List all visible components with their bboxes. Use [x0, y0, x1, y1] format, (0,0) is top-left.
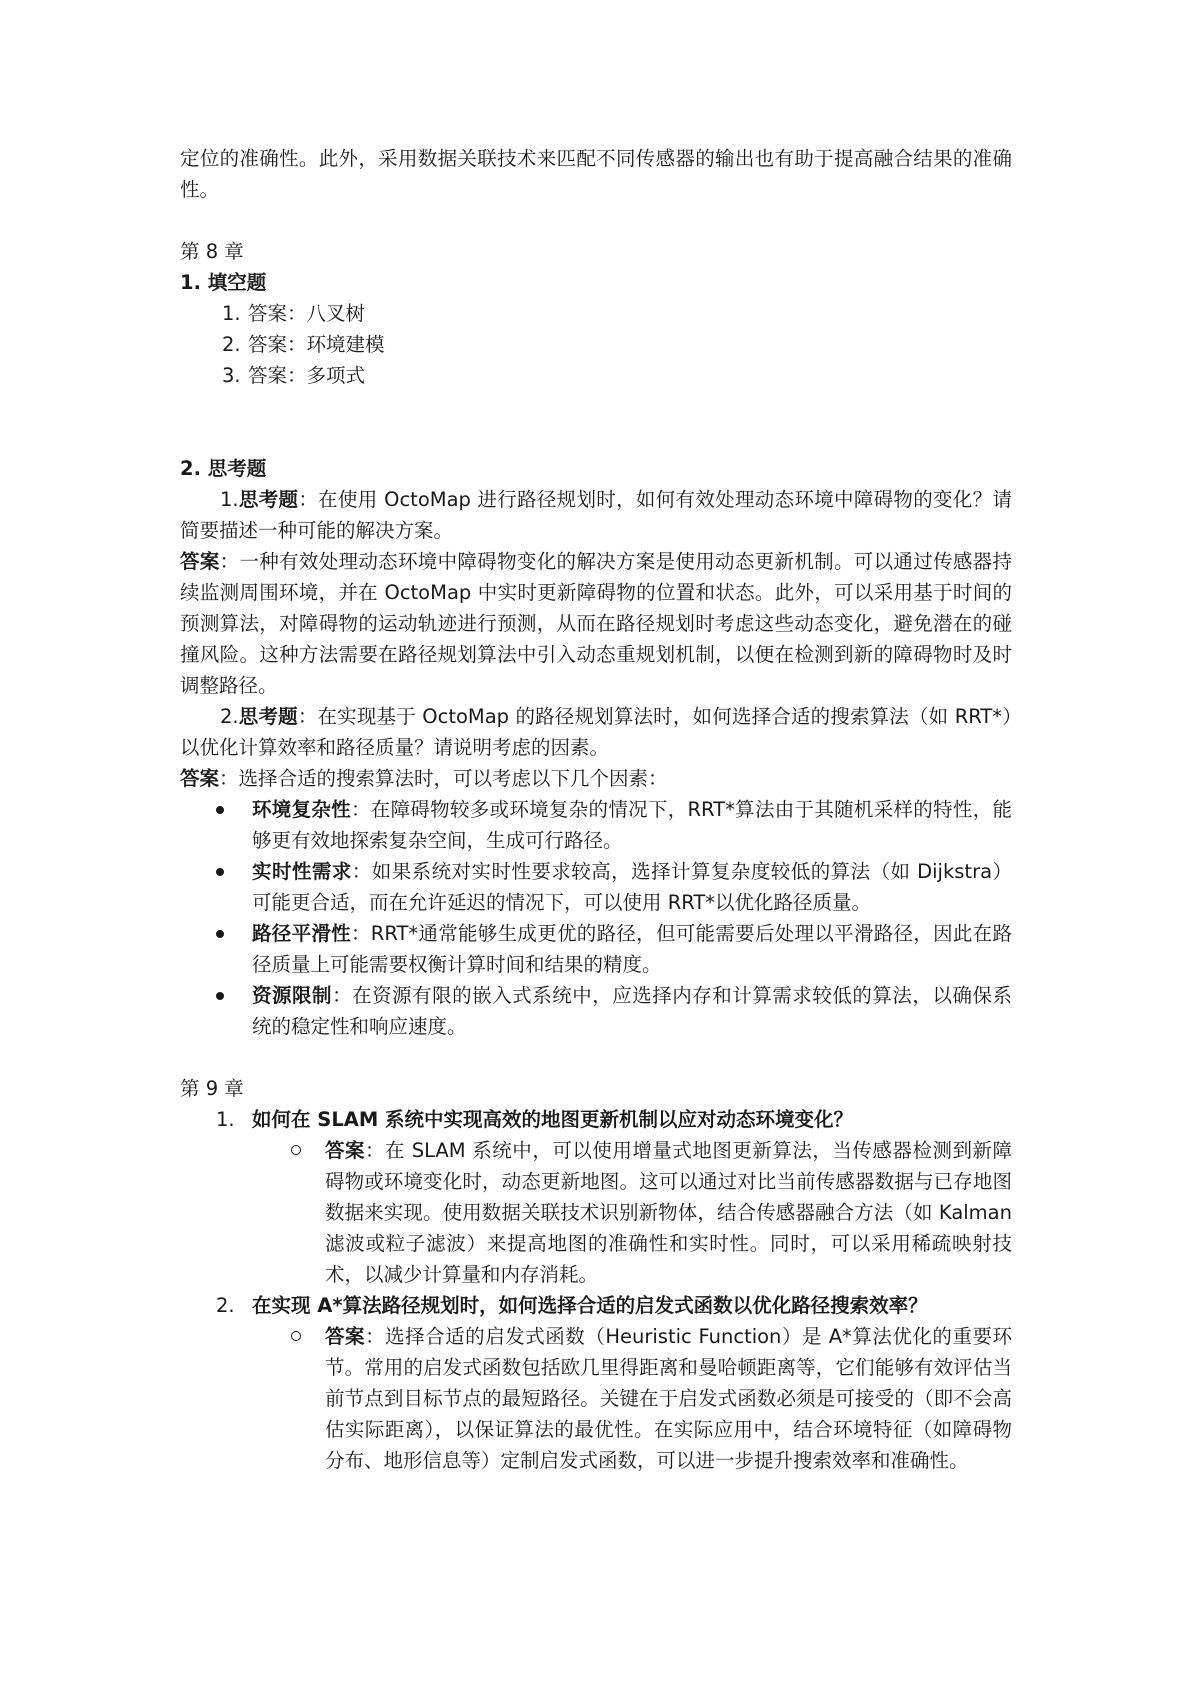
circle-bullet-icon — [291, 1331, 301, 1341]
list-item — [252, 980, 1012, 1042]
thinking-answer-2 — [180, 763, 1012, 794]
question-text: ：在使用 OctoMap 进行路径规划时，如何有效处理动态环境中障碍物的变化？请简要描述一种可能的解决方案。 — [180, 488, 1012, 542]
list-item — [222, 329, 1012, 360]
spacer — [180, 1042, 1012, 1073]
answer-text: ：选择合适的搜索算法时，可以考虑以下几个因素： — [219, 767, 668, 790]
page-content — [180, 143, 1012, 1476]
list-item-text: 答案：八叉树 — [248, 302, 366, 325]
factor-text: ：在资源有限的嵌入式系统中，应选择内存和计算需求较低的算法，以确保系统的稳定性和响应速度。 — [252, 984, 1012, 1038]
list-item-number: 2. — [222, 333, 241, 356]
list-item — [252, 794, 1012, 856]
answer-label: 答案 — [325, 1325, 366, 1348]
answer-label: 答案 — [180, 767, 220, 790]
list-item — [222, 298, 1012, 329]
question-text: ：在实现基于 OctoMap 的路径规划算法时，如何选择合适的搜索算法（如 RRT*）以优化计算效率和路径质量？请说明考虑的因素。 — [180, 705, 1012, 759]
factor-label: 路径平滑性 — [252, 922, 351, 945]
circle-bullet-icon — [291, 1145, 301, 1155]
thinking-question-1 — [180, 484, 1012, 546]
list-item-number: 3. — [222, 364, 241, 387]
list-item-number: 1. — [222, 302, 241, 325]
chapter-9-title: 第 9 章 — [180, 1077, 244, 1100]
question-label: 思考题 — [238, 705, 298, 728]
thinking-answer-1 — [180, 546, 1012, 701]
question-number: 1. — [220, 488, 239, 511]
question-number: 1. — [216, 1108, 235, 1131]
fill-in-heading: 1. 填空题 — [180, 271, 267, 294]
list-item — [252, 918, 1012, 980]
factor-label: 资源限制 — [252, 984, 333, 1007]
bullet-icon — [216, 992, 224, 1000]
answer-text: ：选择合适的启发式函数（Heuristic Function）是 A*算法优化的重要环节。常用的启发式函数包括欧几里得距离和曼哈顿距离等，它们能够有效评估当前节点到目标节点的最短路径。关键在于启发式函数必须是可接受的（即不会高估实际距离），以保证算法的最优性。在实际应用中，结合环境特征（如障碍物分布、地形信息等）定制启发式函数，可以进一步提升搜索效率和准确性。 — [325, 1325, 1012, 1472]
intro-paragraph: 定位的准确性。此外，采用数据关联技术来匹配不同传感器的输出也有助于提高融合结果的准确性。 — [180, 147, 1012, 201]
fill-in-answer-list — [180, 298, 1012, 391]
spacer — [180, 205, 1012, 236]
factor-text: ：RRT*通常能够生成更优的路径，但可能需要后处理以平滑路径，因此在路径质量上可能需要权衡计算时间和结果的精度。 — [252, 922, 1012, 976]
answer-text: ：在 SLAM 系统中，可以使用增量式地图更新算法，当传感器检测到新障碍物或环境变化时，动态更新地图。这可以通过对比当前传感器数据与已存地图数据来实现。使用数据关联技术识别新物体，结合传感器融合方法（如 Kalman 滤波或粒子滤波）来提高地图的准确性和实时性。同时，可以采用稀疏映射技术，以减少计算量和内存消耗。 — [325, 1139, 1012, 1286]
chapter-9-answer-2 — [325, 1321, 1012, 1476]
factor-bullet-list — [180, 794, 1012, 1042]
thinking-heading: 2. 思考题 — [180, 457, 267, 480]
factor-text: ：如果系统对实时性要求较高，选择计算复杂度较低的算法（如 Dijkstra）可能更合适，而在允许延迟的情况下，可以使用 RRT*以优化路径质量。 — [252, 860, 1012, 914]
answer-label: 答案 — [325, 1139, 366, 1162]
question-label: 思考题 — [238, 488, 299, 511]
answer-text: ：一种有效处理动态环境中障碍物变化的解决方案是使用动态更新机制。可以通过传感器持续监测周围环境，并在 OctoMap 中实时更新障碍物的位置和状态。此外，可以采用基于时间的预测算法，对障碍物的运动轨迹进行预测，从而在路径规划时考虑这些动态变化，避免潜在的碰撞风险。这种方法需要在路径规划算法中引入动态重规划机制，以便在检测到新的障碍物时及时调整路径。 — [180, 550, 1012, 697]
answer-label: 答案 — [180, 550, 220, 573]
thinking-question-2 — [180, 701, 1012, 763]
chapter-8-title: 第 8 章 — [180, 240, 244, 263]
factor-label: 环境复杂性 — [252, 798, 351, 821]
bullet-icon — [216, 806, 224, 814]
chapter-9-answer-1 — [325, 1135, 1012, 1290]
bullet-icon — [216, 930, 224, 938]
question-text: 如何在 SLAM 系统中实现高效的地图更新机制以应对动态环境变化？ — [252, 1108, 854, 1131]
factor-text: ：在障碍物较多或环境复杂的情况下，RRT*算法由于其随机采样的特性，能够更有效地探索复杂空间，生成可行路径。 — [252, 798, 1012, 852]
question-text: 在实现 A*算法路径规划时，如何选择合适的启发式函数以优化路径搜索效率？ — [252, 1294, 928, 1317]
factor-label: 实时性需求 — [252, 860, 352, 883]
question-number: 2. — [216, 1294, 235, 1317]
question-number: 2. — [220, 705, 239, 728]
list-item-text: 答案：环境建模 — [248, 333, 385, 356]
list-item — [252, 856, 1012, 918]
bullet-icon — [216, 868, 224, 876]
spacer — [180, 391, 1012, 453]
list-item-text: 答案：多项式 — [248, 364, 366, 387]
list-item — [222, 360, 1012, 391]
chapter-9-question-1 — [180, 1104, 1012, 1135]
chapter-9-question-2 — [180, 1290, 1012, 1321]
